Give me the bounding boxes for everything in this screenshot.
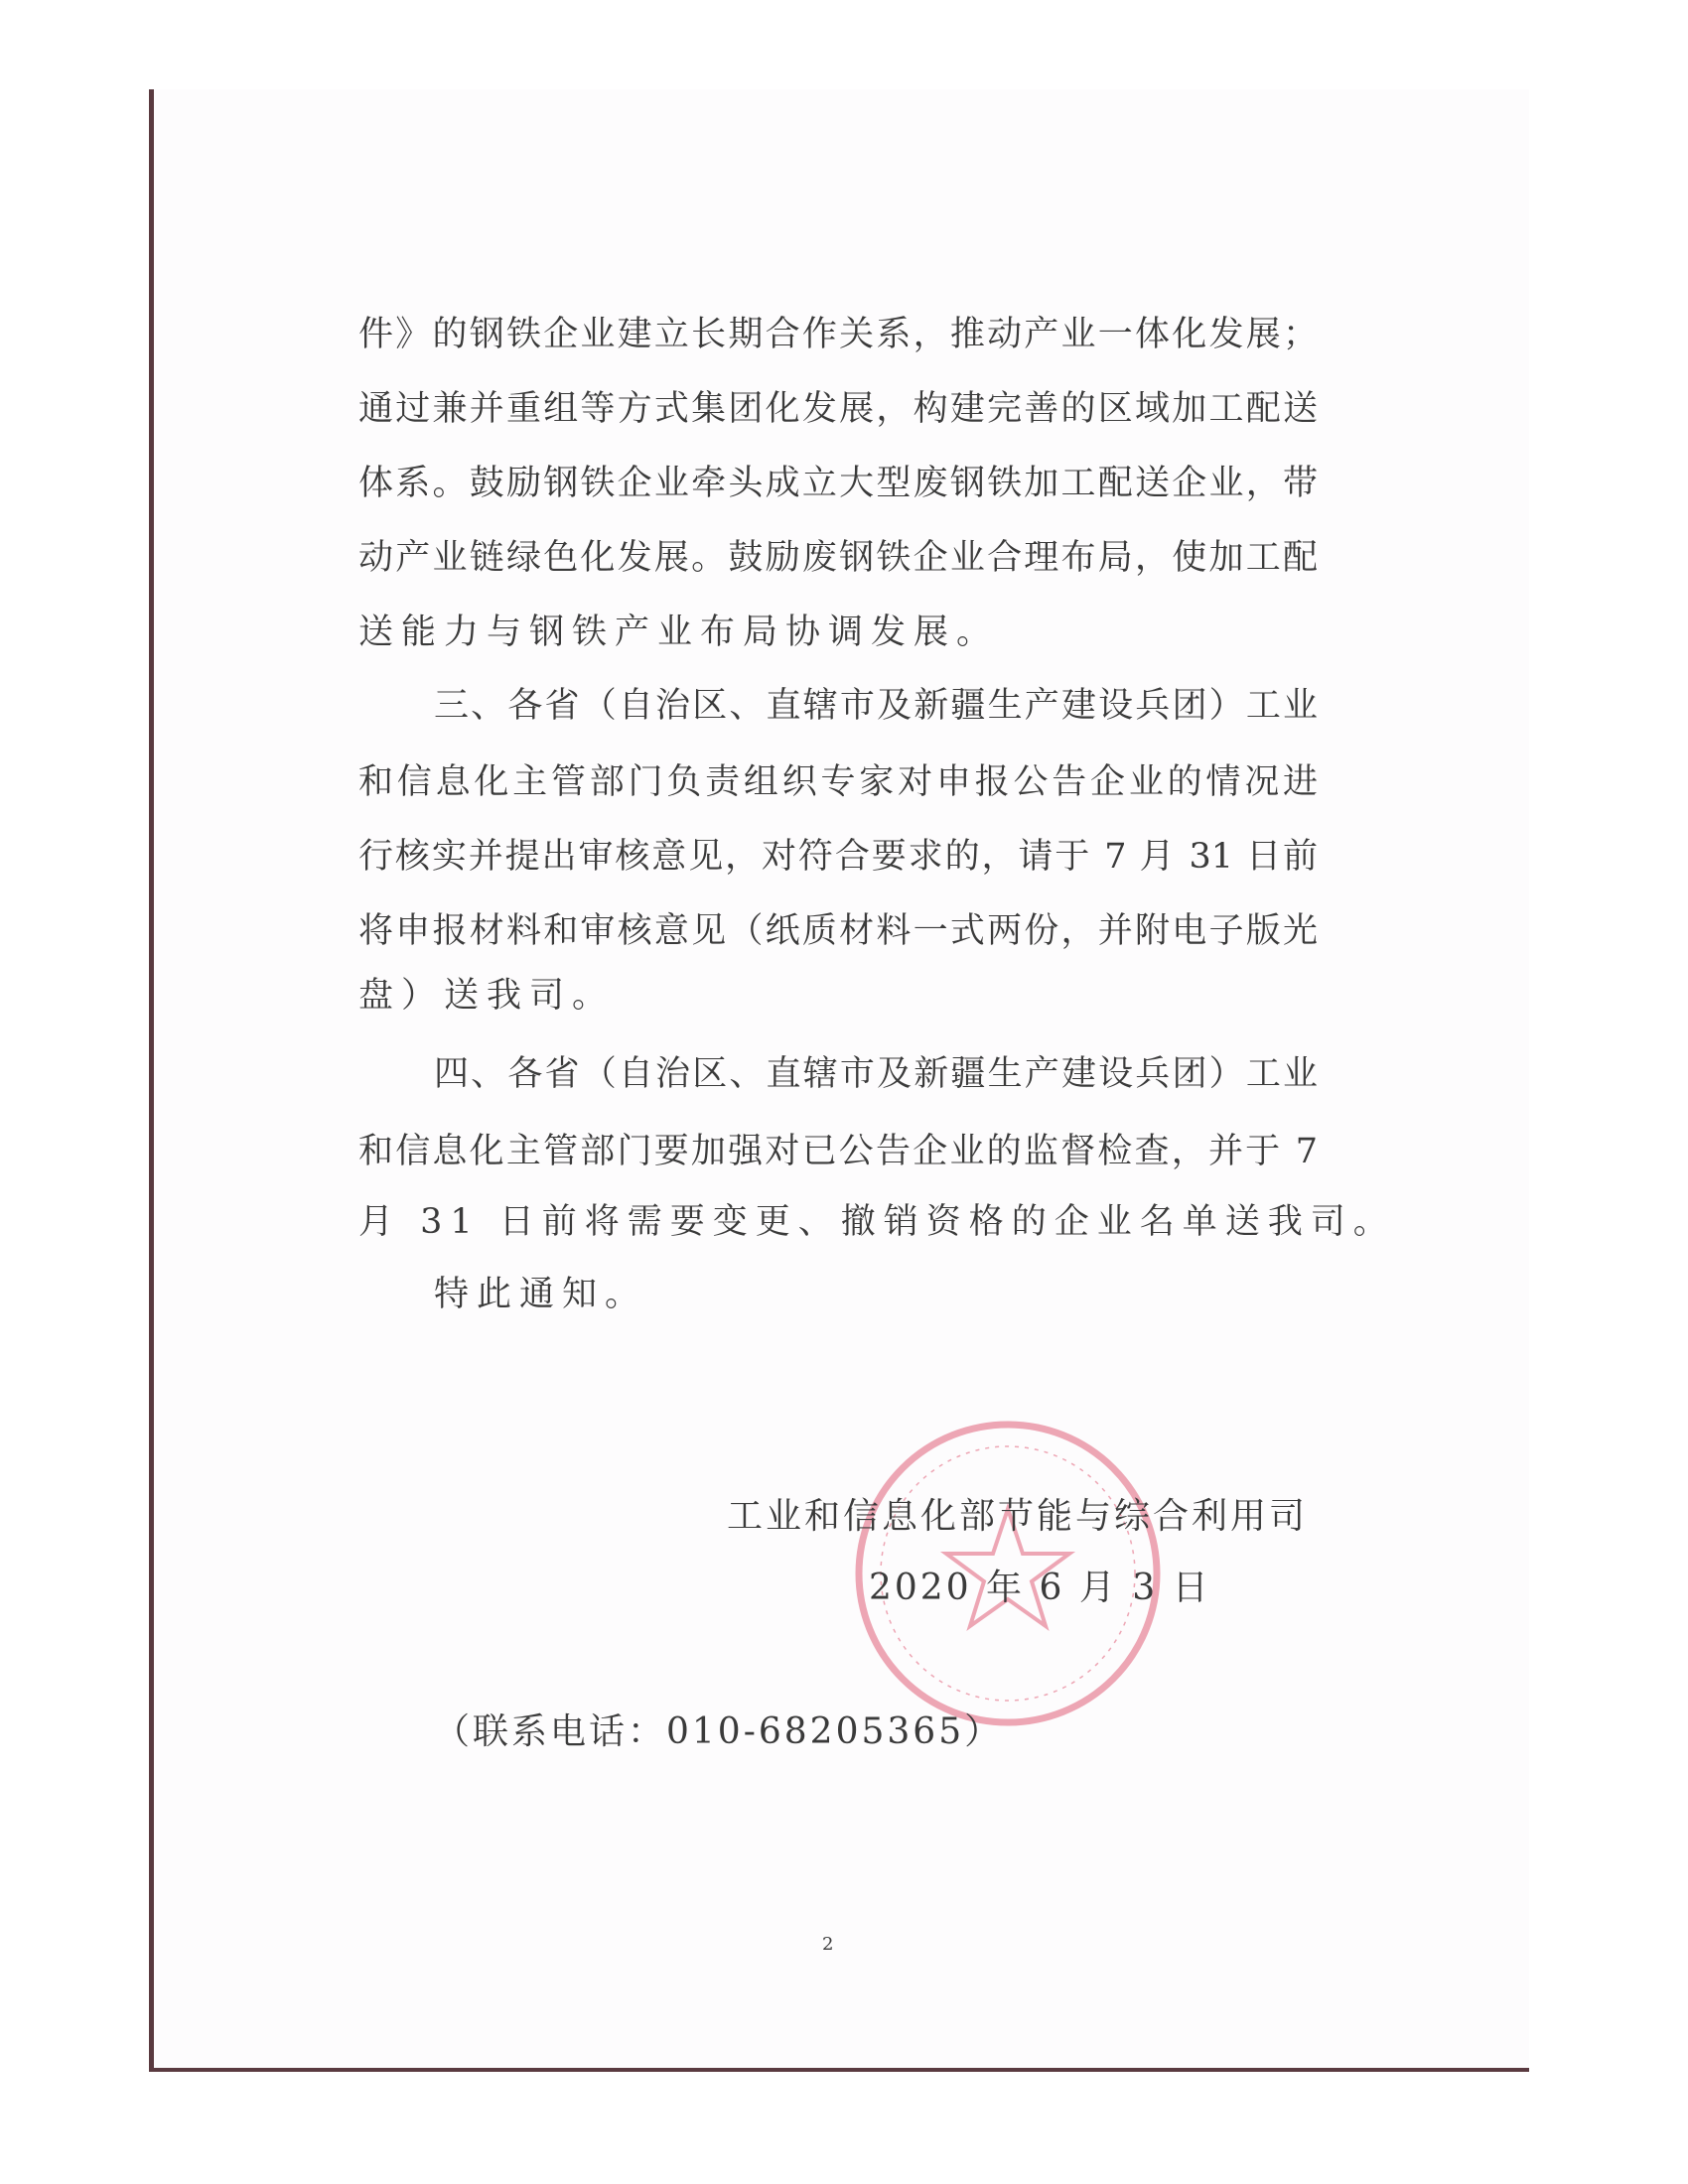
text-line: 月 31 日前将需要变更、撤销资格的企业名单送我司。 [358, 1202, 1396, 1242]
page-number: 2 [822, 1934, 834, 1955]
closing-remark: 特此通知。 [434, 1275, 648, 1314]
paragraph-three-start: 三、各省（自治区、直辖市及新疆生产建设兵团）工业 [434, 686, 1318, 726]
text-line: 和信息化主管部门要加强对已公告企业的监督检查，并于 7 [358, 1132, 1318, 1171]
text-line: 件》的钢铁企业建立长期合作关系，推动产业一体化发展； [358, 315, 1318, 354]
text-line: 体系。鼓励钢铁企业牵头成立大型废钢铁加工配送企业，带 [358, 464, 1318, 503]
issue-date: 2020 年 6 月 3 日 [869, 1568, 1211, 1608]
text-line: 送能力与钢铁产业布局协调发展。 [358, 613, 1000, 652]
text-line: 和信息化主管部门负责组织专家对申报公告企业的情况进 [358, 762, 1318, 802]
text-line: 盘）送我司。 [358, 976, 616, 1016]
issuer-signature: 工业和信息化部节能与综合利用司 [727, 1496, 1309, 1537]
text-line: 行核实并提出审核意见，对符合要求的，请于 7 月 31 日前 [358, 837, 1318, 877]
text-line: 通过兼并重组等方式集团化发展，构建完善的区域加工配送 [358, 389, 1318, 429]
text-line: 将申报材料和审核意见（纸质材料一式两份，并附电子版光 [358, 911, 1318, 951]
contact-phone: （联系电话：010-68205365） [434, 1711, 1004, 1752]
text-line: 动产业链绿色化发展。鼓励废钢铁企业合理布局，使加工配 [358, 538, 1318, 578]
paragraph-four-start: 四、各省（自治区、直辖市及新疆生产建设兵团）工业 [434, 1054, 1318, 1094]
